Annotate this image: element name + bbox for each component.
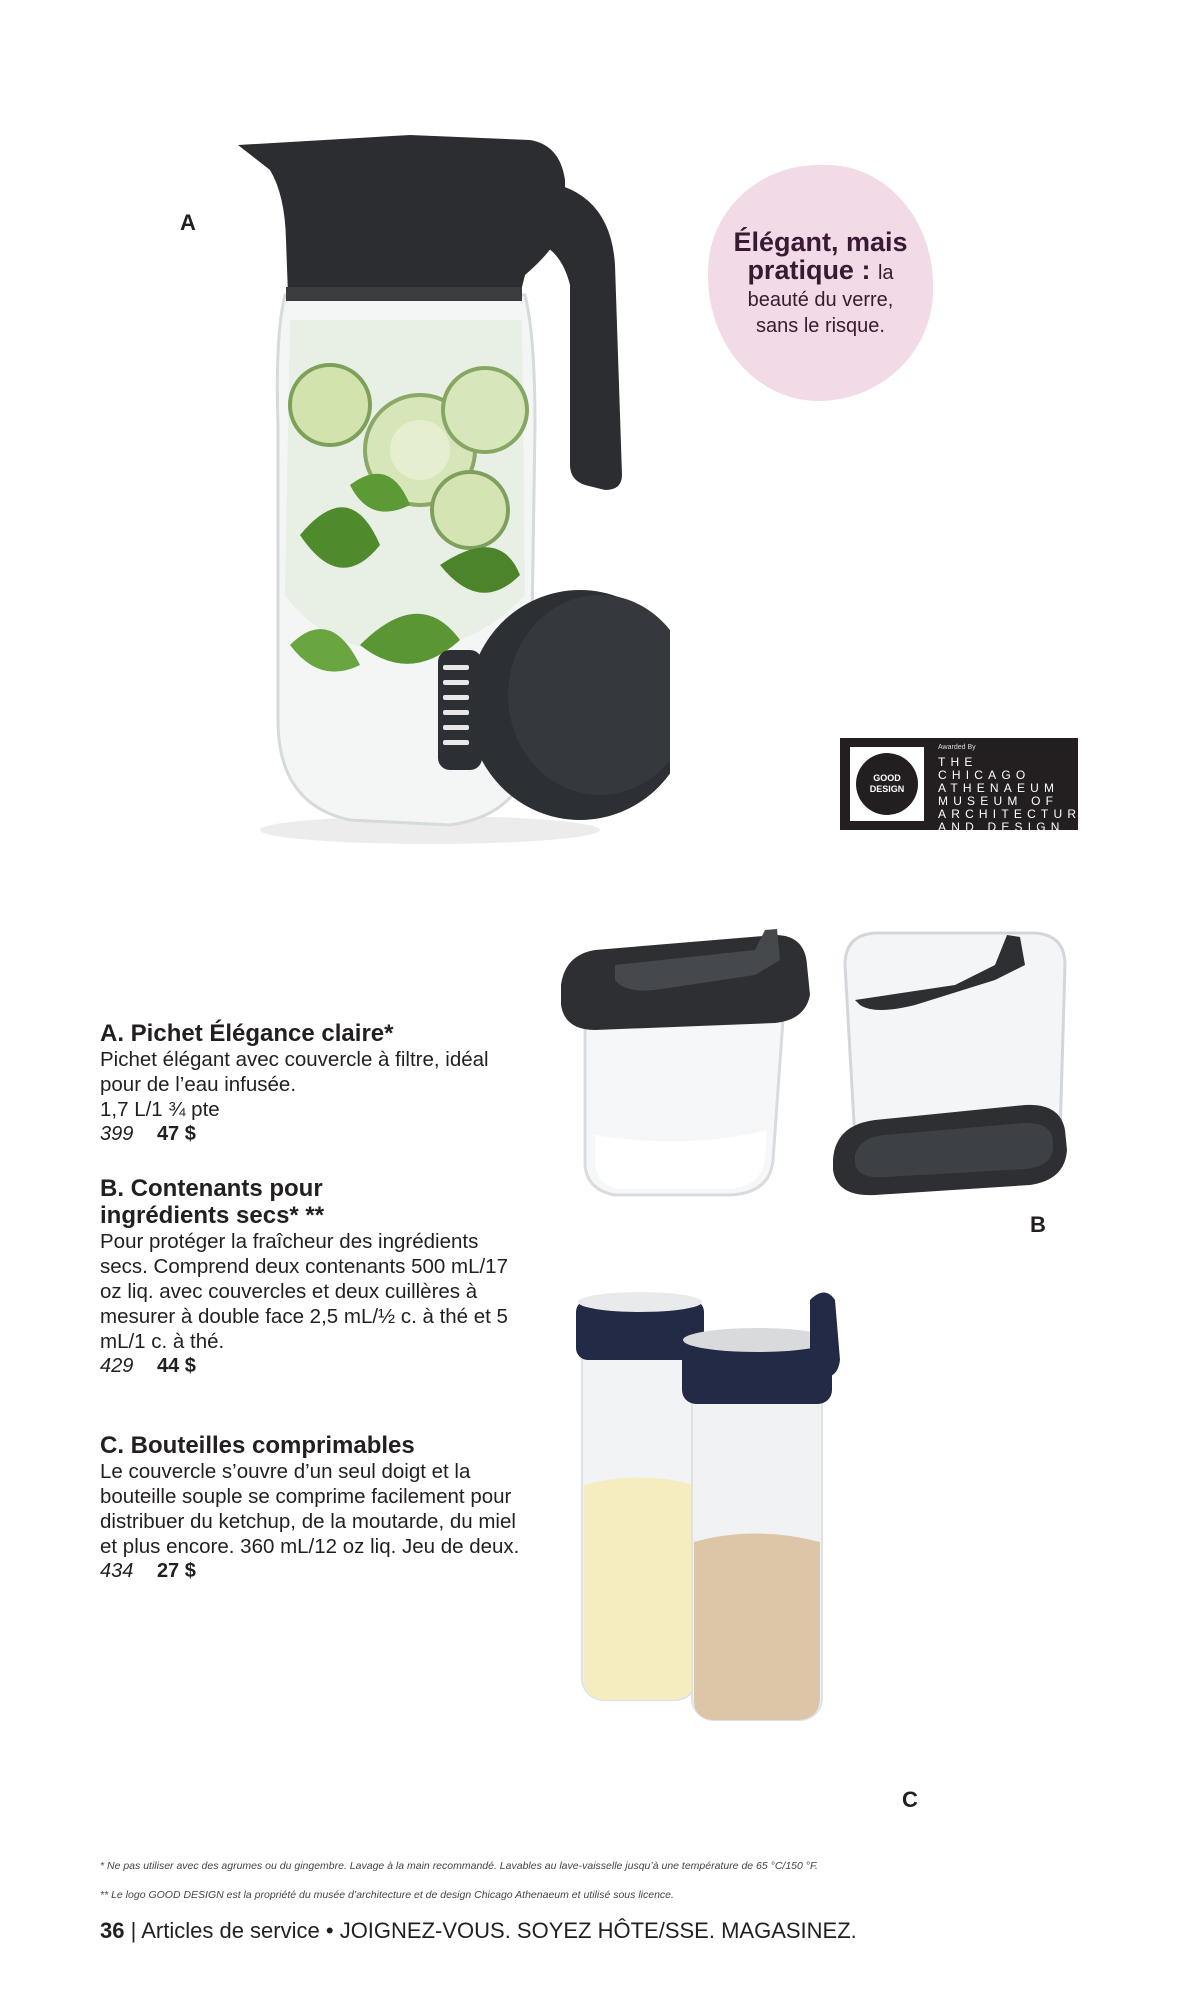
product-b-block xyxy=(100,1175,520,1379)
product-c-code: 434 xyxy=(100,1560,134,1582)
product-a-price: 47 $ xyxy=(156,1123,196,1145)
product-b-price: 44 $ xyxy=(156,1355,196,1377)
good-design-badge xyxy=(840,738,1095,834)
page-footer xyxy=(100,1918,857,1944)
good-design-logo: GOOD DESIGN xyxy=(856,753,918,815)
bubble-headline: Élégant, mais pratique : xyxy=(733,226,908,285)
product-a-description: Pichet élégant avec couvercle à filtre, idéal pour de l’eau infusée. xyxy=(100,1048,489,1096)
product-b-title-line2: ingrédients secs* ** xyxy=(100,1202,325,1229)
footnote-1: * Ne pas utiliser avec des agrumes ou du gingembre. Lavage à la main recommandé. Lavables au lave-vaisselle jusqu’à une température de 65 °C/150 °F. xyxy=(100,1860,818,1872)
page-number: 36 xyxy=(100,1918,125,1943)
product-c-description: Le couvercle s’ouvre d’un seul doigt et la bouteille souple se comprime facilement pour distribuer du ketchup, de la moutarde, du miel et plus encore. 360 mL/12 oz liq. Jeu de deux. xyxy=(100,1460,520,1558)
product-a-title: A. Pichet Élégance claire* xyxy=(100,1020,394,1047)
pitcher-image xyxy=(230,125,670,860)
product-b-code: 429 xyxy=(100,1355,134,1377)
product-letter-b: B xyxy=(1030,1212,1046,1237)
product-c-block xyxy=(100,1432,520,1584)
footer-separator: | xyxy=(130,1918,137,1943)
highlight-bubble xyxy=(708,165,933,401)
product-b-description: Pour protéger la fraîcheur des ingrédients secs. Comprend deux contenants 500 mL/17 oz liq. avec couvercles et deux cuillères à mesurer à double face 2,5 mL/½ c. à thé et 5 mL/1 c. à thé. xyxy=(100,1230,508,1353)
product-letter-c: C xyxy=(902,1787,918,1812)
containers-image xyxy=(555,905,1075,1235)
product-a-block xyxy=(100,1020,520,1147)
product-c-price: 27 $ xyxy=(156,1560,196,1582)
footer-tagline: • JOIGNEZ-VOUS. SOYEZ HÔTE/SSE. MAGASINEZ. xyxy=(325,1918,857,1943)
footnote-2: ** Le logo GOOD DESIGN est la propriété du musée d’architecture et de design Chicago Athenaeum et utilisé sous licence. xyxy=(100,1889,674,1901)
bubble-text: beauté du verre, sans le risque. xyxy=(747,288,894,337)
product-c-title: C. Bouteilles comprimables xyxy=(100,1432,415,1459)
bubble-headline-tail: la xyxy=(877,261,894,284)
badge-museum-name: THE CHICAGO ATHENAEUM MUSEUM OF ARCHITECTURE AND DESIGN xyxy=(938,755,1095,834)
badge-awarded-by: Awarded By xyxy=(938,744,976,751)
product-a-code: 399 xyxy=(100,1123,134,1145)
product-a-size: 1,7 L/1 ¾ pte xyxy=(100,1098,220,1121)
bottles-image xyxy=(560,1280,880,1730)
product-letter-a: A xyxy=(180,210,196,235)
footer-section: Articles de service xyxy=(141,1918,320,1943)
product-b-title-line1: B. Contenants pour xyxy=(100,1175,323,1202)
